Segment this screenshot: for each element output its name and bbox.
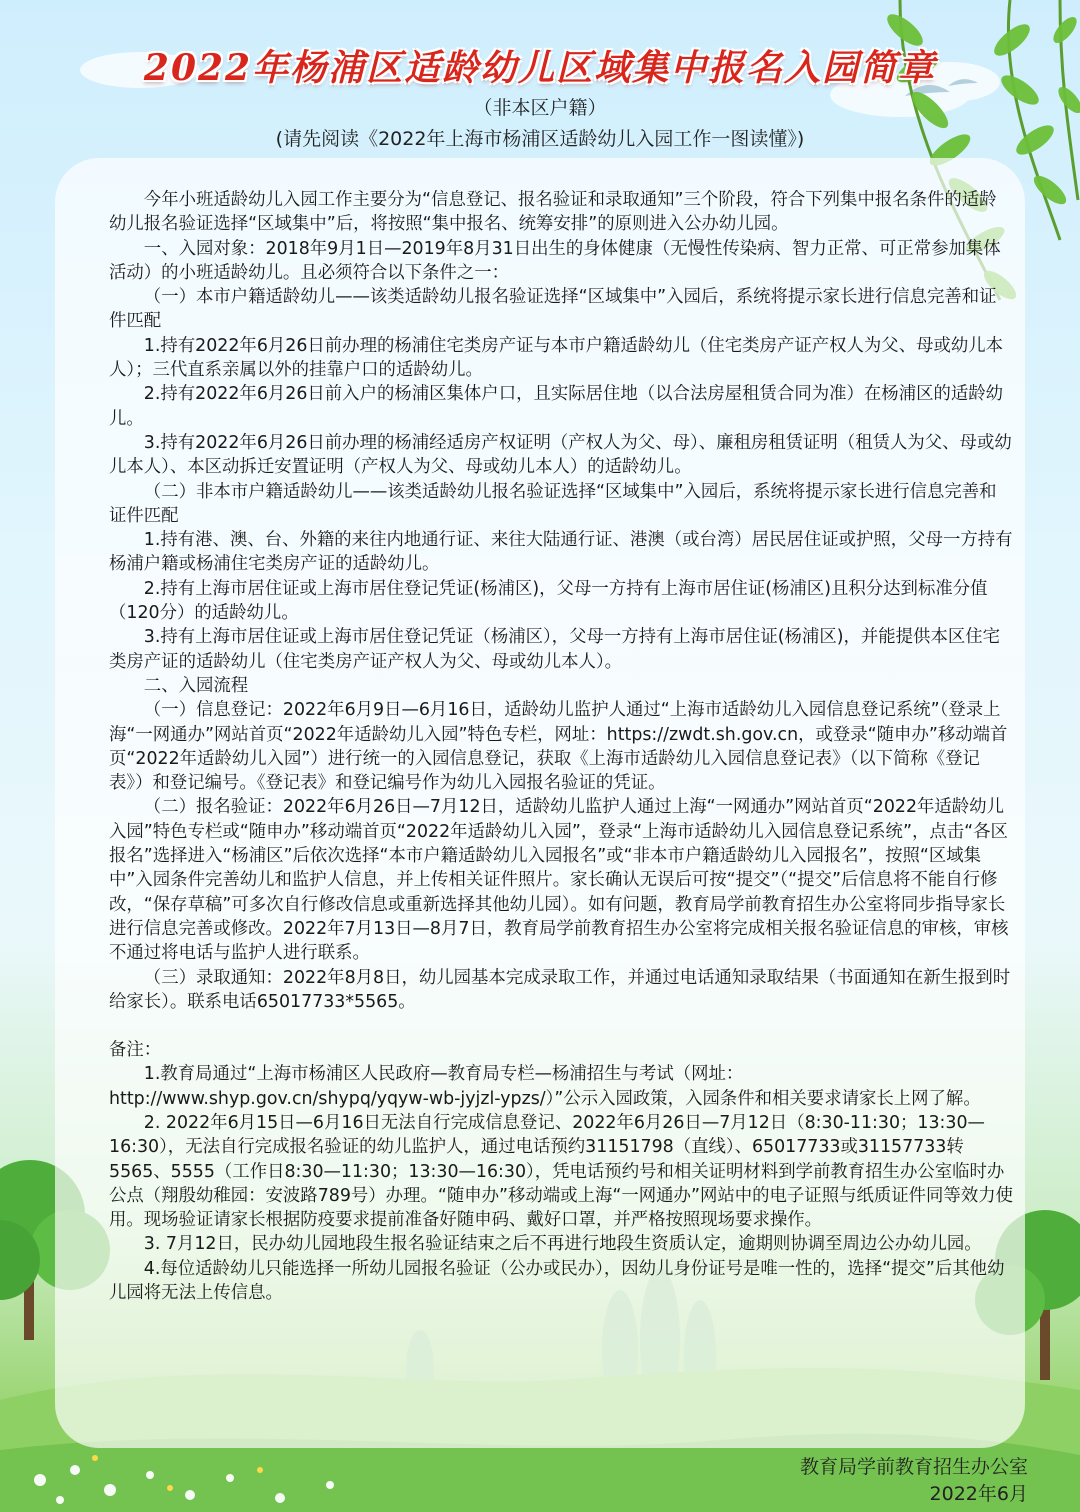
subsection-nonlocal-hukou: （二）非本市户籍适龄幼儿——该类适龄幼儿报名验证选择“区域集中”入园后，系统将提示家长进行信息完善和证件匹配 (109, 481, 997, 526)
remark-item: 3. 7月12日，民办幼儿园地段生报名验证结束之后不再进行地段生资质认定，逾期则协调至周边公办幼儿园。 (143, 1234, 982, 1255)
condition-item: 3.持有2022年6月26日前办理的杨浦经适房产权证明（产权人为父、母）、廉租房租赁证明（租赁人为父、母或幼儿本人）、本区动拆迁安置证明（产权人为父、母或幼儿本人）的适龄幼儿。 (109, 432, 1012, 478)
condition-item: 2.持有2022年6月26日前入户的杨浦区集体户口，且实际居住地（以合法房屋租赁合同为准）在杨浦区的适龄幼儿。 (109, 384, 1004, 429)
reading-note: (请先阅读《2022年上海市杨浦区适龄幼儿入园工作一图读懂》) (275, 128, 805, 150)
condition-item: 2.持有上海市居住证或上海市居住登记凭证(杨浦区)，父母一方持有上海市居住证(杨浦区)且积分达到标准分值（120分）的适龄幼儿。 (109, 578, 988, 624)
process-step-admission-notice: （三）录取通知：2022年8月8日，幼儿园基本完成录取工作，并通过电话通知录取结果（书面通知在新生报到时给家长）。联系电话65017733*5565。 (109, 967, 1011, 1012)
remark-item: 1.教育局通过“上海市杨浦区人民政府—教育局专栏—杨浦招生与考试（网址：http://www.shyp.gov.cn/shypq/yqyw-wb-jyjzl-ypzs/）”公示入园政策，入园条件和相关要求请家长上网了解。 (109, 1064, 981, 1109)
section-heading-admission-target: 一、入园对象：2018年9月1日—2019年8月31日出生的身体健康（无慢性传染病、智力正常、可正常参加集体活动）的小班适龄幼儿。且必须符合以下条件之一： (109, 238, 1001, 283)
remarks-label: 备注： (109, 1040, 162, 1061)
signature-block (800, 1454, 1028, 1508)
paragraph-spacer (109, 1014, 1013, 1038)
remark-item: 4.每位适龄幼儿只能选择一所幼儿园报名验证（公办或民办），因幼儿身份证号是唯一性的，选择“提交”后其他幼儿园将无法上传信息。 (109, 1258, 1005, 1304)
condition-item: 1.持有港、澳、台、外籍的来往内地通行证、来往大陆通行证、港澳（或台湾）居民居住证或护照，父母一方持有杨浦户籍或杨浦住宅类房产证的适龄幼儿。 (109, 530, 1013, 575)
condition-item: 1.持有2022年6月26日前办理的杨浦住宅类房产证与本市户籍适龄幼儿（住宅类房产证产权人为父、母或幼儿本人）；三代直系亲属以外的挂靠户口的适龄幼儿。 (109, 335, 1004, 381)
intro-paragraph: 今年小班适龄幼儿入园工作主要分为“信息登记、报名验证和录取通知”三个阶段，符合下列集中报名条件的适龄幼儿报名验证选择“区域集中”后，将按照“集中报名、统筹安排”的原则进入公办幼儿园。 (109, 190, 997, 235)
issuer-name: 教育局学前教育招生办公室 (799, 1456, 1028, 1478)
subsection-local-hukou: （一）本市户籍适龄幼儿——该类适龄幼儿报名验证选择“区域集中”入园后，系统将提示家长进行信息完善和证件匹配 (109, 287, 997, 332)
page-title: 2022年杨浦区适龄幼儿区域集中报名入园简章 (143, 47, 937, 89)
page-subtitle: （非本区户籍） (473, 97, 607, 119)
announcement-body (109, 188, 1013, 1305)
process-step-registration: （一）信息登记：2022年6月9日—6月16日，适龄幼儿监护人通过“上海市适龄幼儿入园信息登记系统”（登录上海“一网通办”网站首页“2022年适龄幼儿入园”特色专栏，网址：https://zwdt.sh.gov.cn，或登录“随申办”移动端首页“2022年适龄幼儿入园”）进行统一的入园信息登记，获取《上海市适龄幼儿入园信息登记表》（以下简称《登记表》）和登记编号。《登记表》和登记编号作为幼儿入园报名验证的凭证。 (109, 700, 1008, 794)
process-step-verification: （二）报名验证：2022年6月26日—7月12日，适龄幼儿监护人通过上海“一网通办”网站首页“2022年适龄幼儿入园”特色专栏或“随申办”移动端首页“2022年适龄幼儿入园”，登录“上海市适龄幼儿入园信息登记系统”，点击“各区报名”选择进入“杨浦区”后依次选择“本市户籍适龄幼儿入园报名”或“非本市户籍适龄幼儿入园报名”，按照“区域集中”入园条件完善幼儿和监护人信息，并上传相关证件照片。家长确认无误后可按“提交”（“提交”后信息将不能自行修改，“保存草稿”可多次自行修改信息或重新选择其他幼儿园）。如有问题，教育局学前教育招生办公室将同步指导家长进行信息完善或修改。2022年7月13日—8月7日，教育局学前教育招生办公室将完成相关报名验证信息的审核，审核不通过将电话与监护人进行联系。 (109, 797, 1009, 964)
condition-item: 3.持有上海市居住证或上海市居住登记凭证（杨浦区），父母一方持有上海市居住证(杨浦区)，并能提供本区住宅类房产证的适龄幼儿（住宅类房产证产权人为父、母或幼儿本人）。 (109, 627, 1001, 672)
section-heading-process: 二、入园流程 (143, 675, 249, 696)
remark-item: 2. 2022年6月15日—6月16日无法自行完成信息登记、2022年6月26日—7月12日（8:30-11:30；13:30—16:30），无法自行完成报名验证的幼儿监护人，通过电话预约31151798（直线）、65017733或31157733转5565、5555（工作日8:30—11:30；13:30—16:30），凭电话预约号和相关证明材料到学前教育招生办公室临时办公点（翔殷幼稚园：安波路789号）办理。“随申办”移动端或上海“一网通办”网站中的电子证照与纸质证件同等效力使用。现场验证请家长根据防疫要求提前准备好随申码、戴好口罩，并严格按照现场要求操作。 (109, 1112, 1013, 1231)
issue-date: 2022年6月 (929, 1483, 1028, 1505)
